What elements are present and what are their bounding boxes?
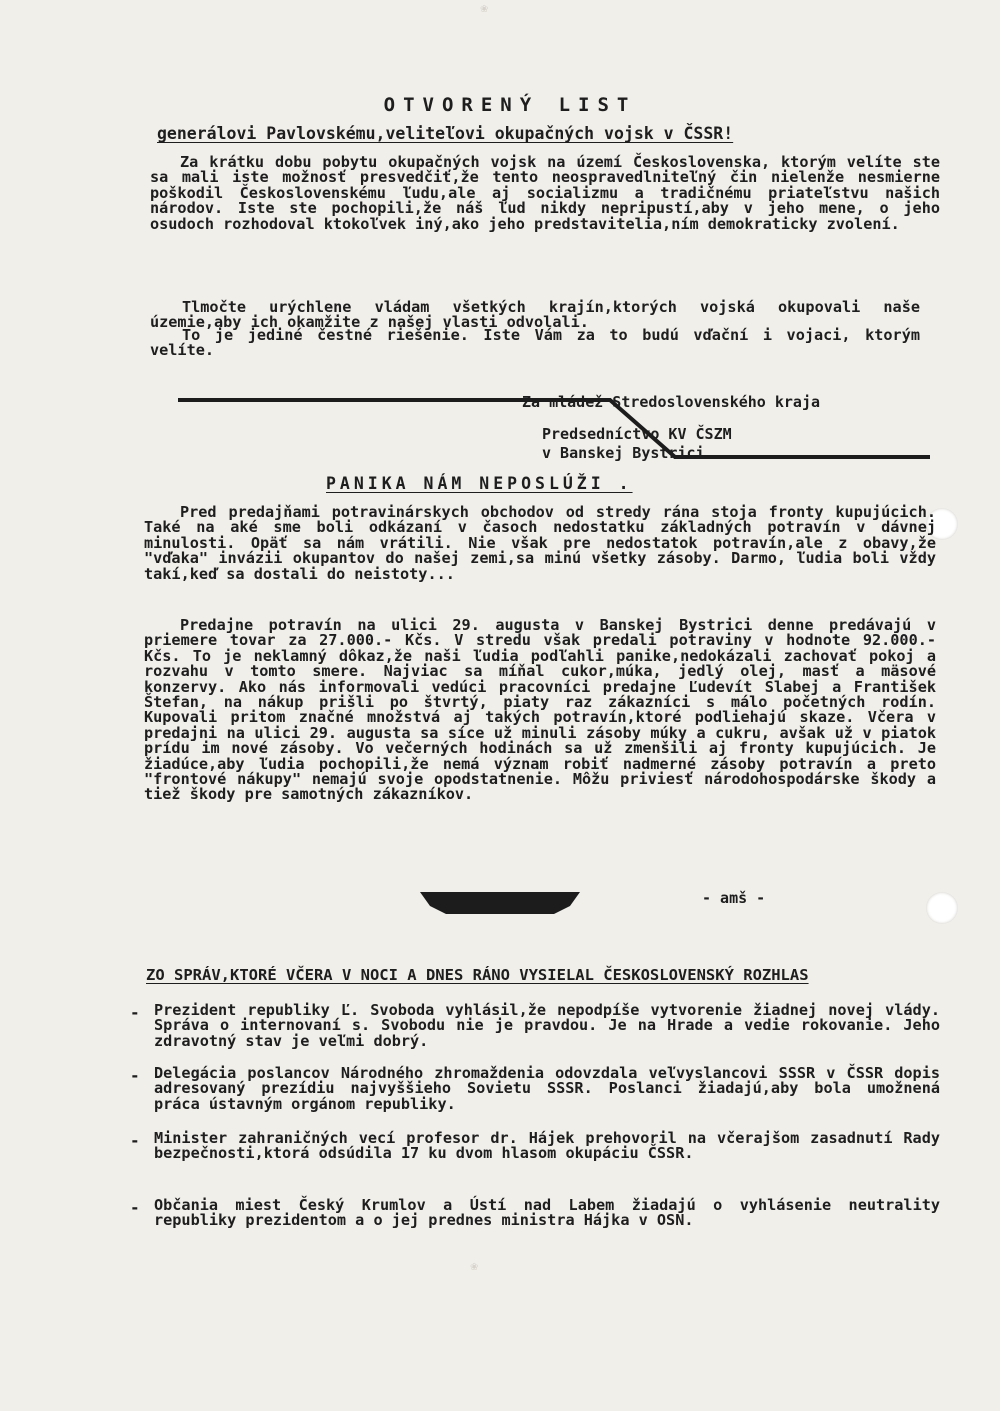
panika-paragraph-2: Predajne potravín na ulici 29. augusta v Banskej Bystrici denne predávajú v priemere tovar za 27.000.- Kčs. V stredu však predali potraviny v hodnote 92.000.- Kčs. To je neklamný dôkaz,že naši ľudia podľahli panike,nedokázali zachovať pokoj a rozvahu v tomto smere. Najviac sa míňal cukor,múka, jedlý olej, masť a mäsové konzervy. Ako nás informovali vedúci pracovníci predajne Ľudevít Slabej a František Štefan, na nákup prišli po štvrtý, piaty raz zákazníci s málo početných rodín. Kupovali pritom značné množstvá aj takých potravín,ktoré podliehajú skaze. Včera v predajni na ulici 29. augusta sa síce už minuli zásoby múky a cukru, avšak už v piatok prídu im nové zásoby. Vo večerných hodinách sa už zmenšili aj fronty kupujúcich. Je žiadúce,aby ľudia pochopili,že nemá význam robiť nadmerné zásoby potravín a preto "frontové nákupy" nemajú svoje opodstatnenie. Môžu priviesť národohospodárske škody a tiež škody pre samotných zákazníkov. (144, 616, 936, 804)
panika-author: - amš - (702, 889, 766, 907)
ornament-bar (420, 888, 580, 924)
news-item (130, 1131, 940, 1162)
panika-paragraph-1: Pred predajňami potravinárskych obchodov od stredy rána stoja fronty kupujúcich. Také na aké sme boli odkázaní v časoch nedostatku základných potravín v dávnej minulosti. Opäť sa nám vrátili. Nie však pre nedostatok potravín,ale z obavy,že "vďaka" invázii okupantov do našej zemi,sa minú všetky zásoby. Darmo, ľudia boli vždy takí,keď sa dostali do neistoty... (144, 503, 936, 583)
punch-hole (926, 892, 958, 924)
letter-signature-3: v Banskej Bystrici (542, 444, 705, 462)
news-item (130, 1066, 940, 1112)
news-item-text: Delegácia poslancov Národného zhromaždenia odovzdala veľvyslancovi SSSR v ČSSR dopis adresovaný prezídiu najvyššieho Sovietu SSSR. Poslanci žiadajú,aby bola umožnená práca ústavným orgánom republiky. (154, 1064, 940, 1113)
letter-signature-2: Predsedníctvo KV ČSZM (542, 425, 732, 443)
letter-paragraph-1: Za krátku dobu pobytu okupačných vojsk na území Československa, ktorým velíte ste sa mali iste možnosť presvedčiť,že tento neospravedlniteľný čin nielenže nesmierne poškodil Československému ľudu,ale aj socializmu a tradičnému priateľstvu našich národov. Iste ste pochopili,že náš ľud nikdy nepripustí,aby v jeho mene, o jeho osudoch rozhodoval ktokoľvek iný,ako jeho predstavitelia,ním demokraticky zvolení. (150, 153, 940, 233)
bullet-dash: - (130, 1198, 140, 1217)
news-title: ZO SPRÁV,KTORÉ VČERA V NOCI A DNES RÁNO VYSIELAL ČESKOSLOVENSKÝ ROZHLAS (146, 966, 809, 984)
news-item-text: Prezident republiky Ľ. Svoboda vyhlásil,že nepodpíše vytvorenie žiadnej novej vlády. Správa o internovaní s. Svobodu nie je pravdou. Je na Hrade a vedie rokovanie. Jeho zdravotný stav je veľmi dobrý. (154, 1001, 940, 1050)
news-item-text: Minister zahraničných vecí profesor dr. Hájek prehovoril na včerajšom zasadnutí Rady bezpečnosti,ktorá odsúdila 17 ku dvom hlasom okupáciu ČSSR. (154, 1129, 940, 1163)
letter-signature-1: Za mládež Stredoslovenského kraja (522, 393, 821, 411)
panika-title: PANIKA NÁM NEPOSLÚŽI . (326, 474, 633, 493)
bullet-dash: - (130, 1131, 140, 1150)
letter-paragraph-2: Tlmočte urýchlene vládam všetkých krajín,ktorých vojská okupovali naše územie,aby ich okamžite z našej vlasti odvolali. (150, 298, 920, 332)
archive-watermark-icon: ❀ (470, 1262, 480, 1273)
archive-watermark-icon: ❀ (480, 4, 490, 15)
letter-title: OTVORENÝ LIST (383, 94, 637, 116)
news-item-text: Občania miest Český Krumlov a Ústí nad Labem žiadajú o vyhlásenie neutrality republiky prezidentom a o jej prednes ministra Hájka v OSN. (154, 1196, 940, 1230)
bullet-dash: - (130, 1003, 140, 1022)
bullet-dash: - (130, 1066, 140, 1085)
letter-paragraph-3: To je jediné čestné riešenie. Iste Vám za to budú vďační i vojaci, ktorým velíte. (150, 326, 920, 360)
news-item (130, 1198, 940, 1229)
letter-addressee: generálovi Pavlovskému,veliteľovi okupačných vojsk v ČSSR! (157, 124, 734, 143)
news-item (130, 1003, 940, 1049)
